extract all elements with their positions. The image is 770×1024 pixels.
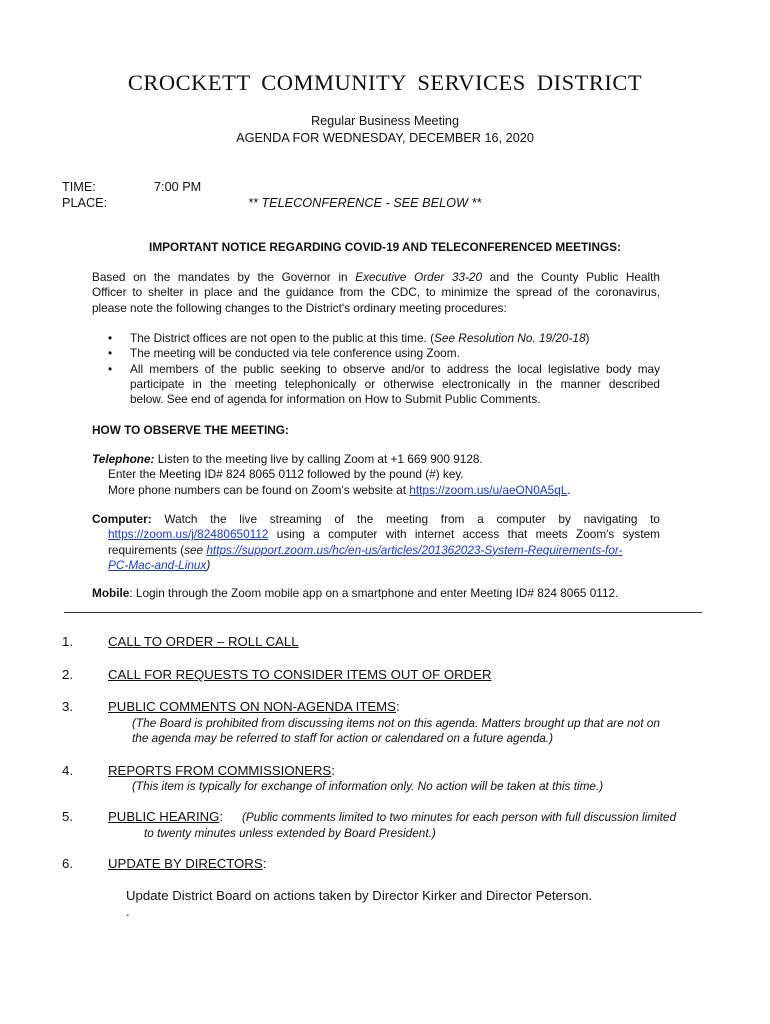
- agenda-item-title-text: UPDATE BY DIRECTORS: [108, 856, 263, 871]
- computer-line: [92, 527, 660, 542]
- bullet-text: below. See end of agenda for information on How to Submit Public Comments.: [130, 392, 541, 407]
- bullet-text: The meeting will be conducted via tele conference using Zoom.: [130, 346, 460, 361]
- agenda-item-number: 6.: [62, 856, 73, 871]
- agenda-item-title-text: CALL FOR REQUESTS TO CONSIDER ITEMS OUT OF ORDER: [108, 667, 492, 682]
- note-line: the agenda may be referred to staff for action or calendared on a future agenda.): [132, 731, 554, 746]
- bullet-icon: •: [108, 346, 113, 361]
- mobile-section: [92, 586, 660, 601]
- time-label: TIME:: [62, 180, 96, 194]
- time-value: 7:00 PM: [154, 180, 202, 194]
- bullet-icon: •: [108, 331, 113, 345]
- bullet-icon: •: [108, 361, 113, 376]
- agenda-item-suffix: :: [262, 856, 267, 871]
- notice-bullet: [108, 346, 660, 361]
- agenda-item-note: (Public comments limited to two minutes for each person with full discussion limited: [242, 810, 677, 824]
- agenda-item-title: [108, 667, 491, 682]
- agenda-item-note: [132, 716, 660, 747]
- agenda-item-suffix: :: [219, 809, 224, 824]
- computer-text: Watch the live streaming of the meeting from a computer by navigating to: [151, 512, 660, 526]
- notice-intro-line: Officer to shelter in place and the guidance from the CDC, to minimize the spread of the coronavirus,: [92, 285, 660, 300]
- trailing-period: .: [126, 904, 130, 919]
- director-update-text: Update District Board on actions taken by Director Kirker and Director Peterson.: [126, 888, 593, 903]
- agenda-date: AGENDA FOR WEDNESDAY, DECEMBER 16, 2020: [236, 131, 534, 145]
- bullet-text: All members of the public seeking to observe and/or to address the local legislative body may: [130, 361, 660, 376]
- observe-heading: HOW TO OBSERVE THE MEETING:: [92, 423, 289, 437]
- agenda-item-number: 1.: [62, 634, 73, 649]
- telephone-line: [92, 483, 660, 498]
- mobile-line: [92, 586, 660, 601]
- computer-line: [92, 558, 660, 573]
- agenda-item-note: to twenty minutes unless extended by Board President.): [144, 826, 436, 840]
- computer-text: see: [184, 542, 207, 557]
- covid-notice-heading: IMPORTANT NOTICE REGARDING COVID-19 AND TELECONFERENCED MEETINGS:: [149, 240, 621, 254]
- notice-intro: [92, 270, 660, 316]
- telephone-text: More phone numbers can be found on Zoom's website at: [108, 482, 410, 497]
- agenda-item-title-text: CALL TO ORDER – ROLL CALL: [108, 634, 299, 649]
- district-title: CROCKETT COMMUNITY SERVICES DISTRICT: [127, 70, 643, 95]
- agenda-item-title-text: REPORTS FROM COMMISSIONERS: [108, 763, 332, 778]
- computer-line: [92, 512, 660, 527]
- computer-section: [92, 512, 660, 573]
- agenda-item-suffix: :: [331, 763, 335, 778]
- telephone-text: Listen to the meeting live by calling Zoom at +1 669 900 9128.: [154, 452, 483, 466]
- agenda-item-number: 2.: [62, 667, 73, 682]
- bullet-text: [130, 331, 660, 346]
- computer-text: using a computer with internet access that meets Zoom's system: [268, 527, 660, 542]
- agenda-item-note: [132, 779, 603, 794]
- place-label: PLACE:: [62, 196, 108, 210]
- agenda-item-title: [108, 699, 400, 714]
- mobile-text: : Login through the Zoom mobile app on a smartphone and enter Meeting ID# 824 8065 0112.: [129, 586, 619, 600]
- agenda-item-title: [108, 634, 299, 649]
- telephone-line: Enter the Meeting ID# 824 8065 0112 followed by the pound (#) key.: [108, 467, 464, 482]
- bullet-text-part: The District offices are not open to the public at this time. (: [130, 331, 435, 345]
- computer-label: Computer:: [92, 512, 152, 526]
- meeting-type: Regular Business Meeting: [310, 114, 460, 128]
- zoom-requirements-link[interactable]: https://support.zoom.us/hc/en-us/articles/201362023-System-Requirements-for-: [206, 542, 623, 557]
- note-line: (This item is typically for exchange of information only. No action will be taken at this time.): [132, 779, 604, 793]
- agenda-item-number: 4.: [62, 763, 73, 778]
- notice-bullet: [108, 331, 660, 346]
- agenda-item-title-text: PUBLIC HEARING: [108, 809, 220, 824]
- executive-order-ref: Executive Order 33-20: [355, 270, 483, 284]
- telephone-line: [92, 452, 660, 467]
- agenda-item-title: [108, 856, 266, 871]
- agenda-item-suffix: :: [395, 699, 400, 714]
- place-value: ** TELECONFERENCE - SEE BELOW **: [248, 196, 482, 210]
- notice-intro-line: please note the following changes to the District's ordinary meeting procedures:: [92, 300, 507, 315]
- intro-text: Based on the mandates by the Governor in: [92, 270, 356, 284]
- section-divider: [64, 612, 702, 613]
- resolution-ref: See Resolution No. 19/20-18: [434, 331, 586, 345]
- bullet-text: participate in the meeting telephonically or otherwise electronically in the manner described: [130, 376, 660, 391]
- agenda-item-title: [108, 809, 223, 824]
- bullet-text-part: ): [585, 331, 590, 345]
- telephone-label: Telephone:: [92, 452, 155, 466]
- note-line: (The Board is prohibited from discussing items not on this agenda. Matters brought up that are not on: [132, 716, 660, 730]
- computer-text: ): [206, 557, 211, 572]
- notice-bullet-list: [108, 331, 660, 407]
- agenda-item-number: 3.: [62, 699, 73, 714]
- notice-intro-line: [92, 270, 660, 285]
- telephone-text: .: [567, 482, 571, 497]
- zoom-requirements-link-cont[interactable]: PC-Mac-and-Linux: [108, 557, 207, 572]
- computer-text: requirements (: [108, 542, 185, 557]
- notice-bullet: [108, 362, 660, 408]
- agenda-item-title: [108, 763, 335, 778]
- telephone-section: [92, 452, 660, 498]
- zoom-phone-numbers-link[interactable]: https://zoom.us/u/aeON0A5qL: [409, 482, 568, 497]
- agenda-item-title-text: PUBLIC COMMENTS ON NON-AGENDA ITEMS: [108, 699, 396, 714]
- intro-text: and the County Public Health: [482, 270, 660, 284]
- agenda-item-number: 5.: [62, 809, 73, 824]
- computer-line: [92, 543, 660, 558]
- zoom-meeting-link[interactable]: https://zoom.us/j/82480650112: [108, 527, 269, 542]
- mobile-label: Mobile: [92, 586, 130, 600]
